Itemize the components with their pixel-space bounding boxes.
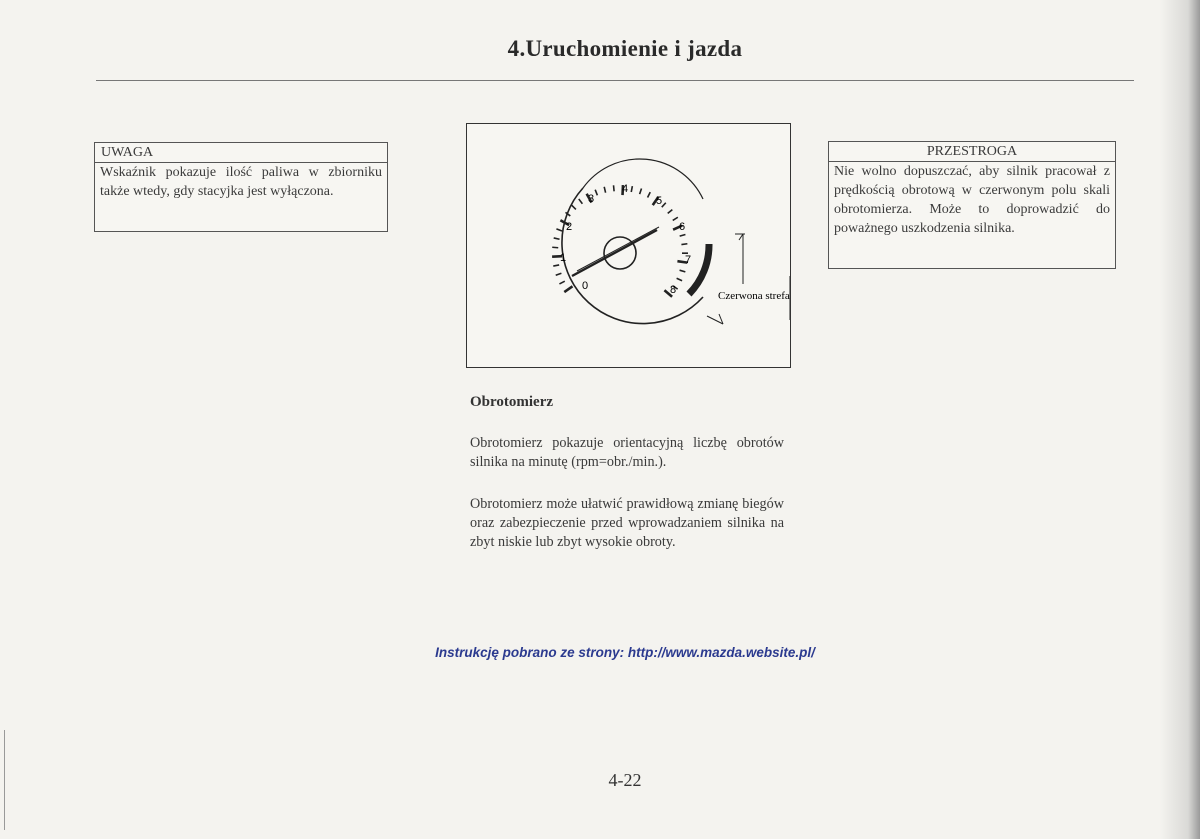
minor-tick: [604, 187, 605, 193]
minor-tick: [631, 186, 632, 192]
scale-number-0: 0: [582, 280, 589, 292]
minor-tick: [556, 229, 562, 231]
minor-tick: [662, 203, 666, 207]
uwaga-body: Wskaźnik pokazuje ilość paliwa w zbiorniku także wtedy, gdy stacyjka jest wyłączona.: [100, 165, 382, 199]
page-edge-shadow: [1160, 0, 1200, 839]
przestroga-box: [828, 141, 1116, 269]
minor-tick: [556, 273, 562, 275]
chapter-title: 4.Uruchomienie i jazda: [507, 36, 743, 61]
minor-tick: [554, 238, 560, 239]
minor-tick: [579, 199, 583, 204]
minor-tick: [668, 210, 673, 214]
tachometer-figure: [466, 123, 791, 368]
header-rule: [96, 80, 1134, 81]
scale-number-2: 2: [566, 221, 573, 233]
scale-number-8: 8: [670, 284, 677, 296]
page-number: 4-22: [608, 770, 642, 790]
minor-tick: [553, 265, 559, 266]
minor-tick: [572, 205, 576, 209]
scale-number-6: 6: [679, 221, 686, 233]
gauge-needle: [572, 230, 657, 276]
minor-tick: [681, 244, 687, 245]
red-zone-band: [689, 244, 709, 294]
paragraph-2: Obrotomierz może ułatwić prawidłową zmianę biegów oraz zabezpieczenie przed wprowadzaniem silnika na zbyt niskie lub zbyt wysokie obroty.: [470, 496, 784, 550]
minor-tick: [640, 188, 642, 194]
uwaga-title: UWAGA: [95, 143, 387, 163]
callout-arrow-top: [739, 234, 743, 240]
minor-tick: [673, 217, 678, 220]
paragraph-1: Obrotomierz pokazuje orientacyjną liczbę obrotów silnika na minutę (rpm=obr./min.).: [470, 435, 784, 470]
minor-tick: [552, 247, 558, 248]
minor-tick: [680, 270, 686, 272]
scale-number-4: 4: [622, 183, 629, 195]
scale-number-1: 1: [560, 252, 567, 264]
minor-tick: [595, 190, 597, 196]
minor-tick: [648, 192, 651, 197]
minor-tick: [614, 185, 615, 191]
major-tick: [564, 286, 572, 292]
scale-number-3: 3: [588, 193, 595, 205]
minor-tick: [680, 235, 686, 237]
minor-tick: [677, 278, 682, 280]
download-source-link[interactable]: Instrukcję pobrano ze strony: http://www.mazda.website.pl/: [435, 645, 815, 660]
scale-number-7: 7: [685, 254, 692, 266]
section-heading: Obrotomierz: [470, 394, 554, 410]
uwaga-box: [94, 142, 388, 232]
gauge-upper-arc: [583, 159, 703, 199]
scale-number-5: 5: [656, 195, 663, 207]
red-zone-label: Czerwona strefa: [718, 290, 790, 302]
minor-tick: [559, 281, 564, 284]
tachometer-drawing: [467, 124, 790, 367]
przestroga-body: Nie wolno dopuszczać, aby silnik pracował z prędkością obrotową w czerwonym polu skali obrotomierza. Może to doprowadzić do poważnego uszkodzenia silnika.: [834, 164, 1110, 236]
przestroga-title: PRZESTROGA: [829, 142, 1115, 162]
